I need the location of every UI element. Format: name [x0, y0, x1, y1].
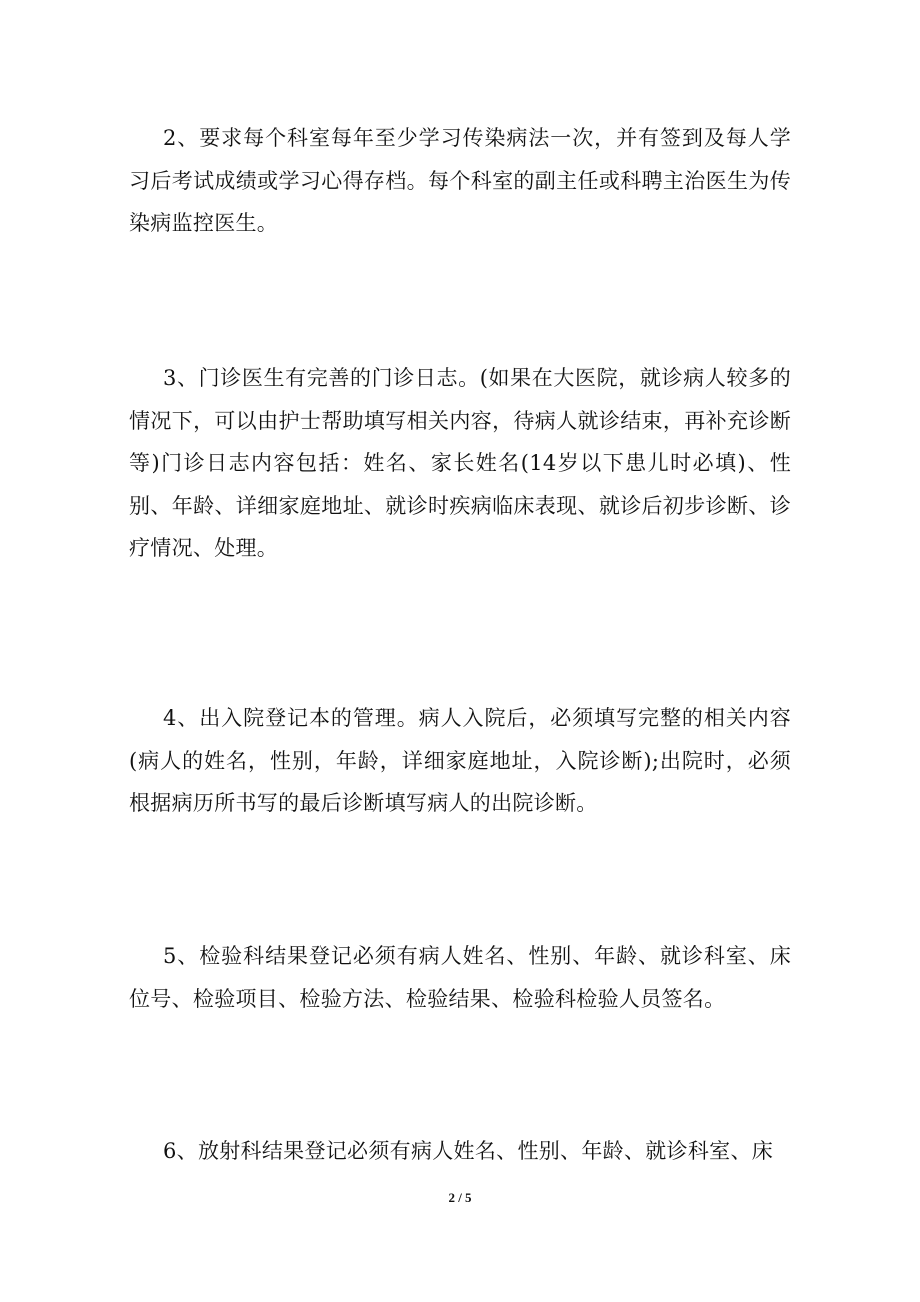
paragraph-item-5: 5、检验科结果登记必须有病人姓名、性别、年龄、就诊科室、床位号、检验项目、检验方法、检验结果、检验科检验人员签名。 — [129, 944, 791, 1011]
paragraph-item-6: 6、放射科结果登记必须有病人姓名、性别、年龄、就诊科室、床 — [163, 1139, 774, 1163]
page-number: 2 / 5 — [448, 1190, 472, 1205]
paragraph-item-3: 3、门诊医生有完善的门诊日志。(如果在大医院，就诊病人较多的情况下，可以由护士帮助填写相关内容，待病人就诊结束，再补充诊断等)门诊日志内容包括：姓名、家长姓名(14岁以下患儿时必填)、性别、年龄、详细家庭地址、就诊时疾病临床表现、就诊后初步诊断、诊疗情况、处理。 — [129, 366, 791, 560]
paragraph-item-4: 4、出入院登记本的管理。病人入院后，必须填写完整的相关内容(病人的姓名，性别，年龄，详细家庭地址，入院诊断);出院时，必须根据病历所书写的最后诊断填写病人的出院诊断。 — [129, 706, 791, 815]
paragraph-item-2: 2、要求每个科室每年至少学习传染病法一次，并有签到及每人学习后考试成绩或学习心得存档。每个科室的副主任或科聘主治医生为传染病监控医生。 — [129, 126, 791, 235]
